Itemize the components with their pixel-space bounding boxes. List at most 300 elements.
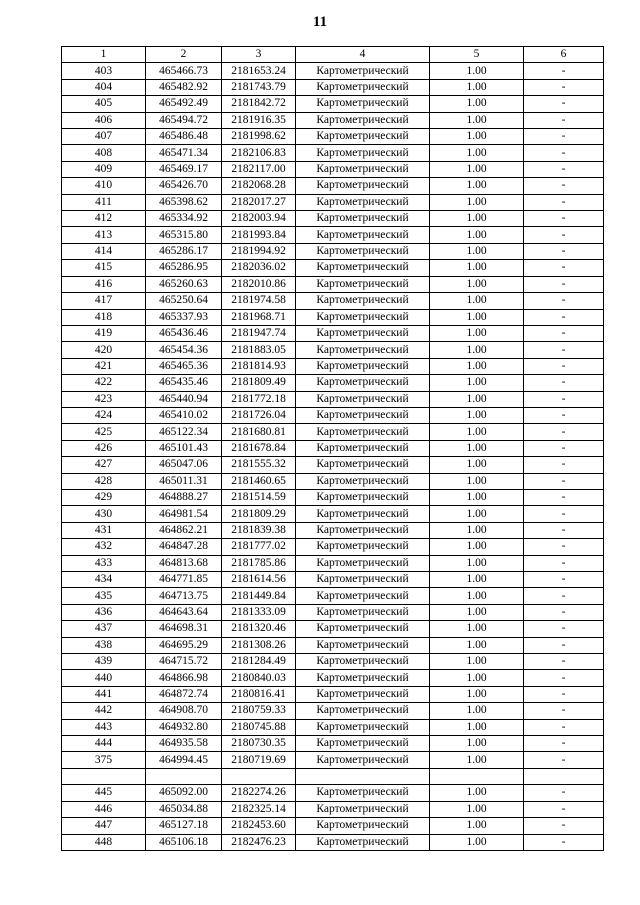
cell-point-number: 409 [62,161,146,177]
cell-method: Картометрический [296,555,430,571]
cell-x-coordinate: 464643.64 [146,604,222,620]
cell-note: - [524,489,604,505]
cell-x-coordinate: 465435.46 [146,375,222,391]
table-row [62,309,604,325]
cell-accuracy: 1.00 [430,555,524,571]
cell-point-number: 416 [62,276,146,292]
cell-method: Картометрический [296,260,430,276]
cell-method: Картометрический [296,719,430,735]
cell-accuracy: 1.00 [430,457,524,473]
cell-method: Картометрический [296,391,430,407]
cell-note: - [524,473,604,489]
cell-note: - [524,424,604,440]
cell-y-coordinate: 2182106.83 [222,145,296,161]
cell-x-coordinate: 465494.72 [146,112,222,128]
cell-y-coordinate: 2181555.32 [222,457,296,473]
table-row [62,342,604,358]
cell-method: Картометрический [296,79,430,95]
cell-method: Картометрический [296,211,430,227]
cell-y-coordinate: 2182274.26 [222,785,296,801]
cell-x-coordinate: 464862.21 [146,522,222,538]
cell-accuracy: 1.00 [430,194,524,210]
cell-point-number: 446 [62,801,146,817]
cell-y-coordinate: 2181726.04 [222,407,296,423]
cell-method: Картометрический [296,276,430,292]
cell-method: Картометрический [296,686,430,702]
cell-accuracy: 1.00 [430,129,524,145]
cell-point-number: 411 [62,194,146,210]
cell-accuracy: 1.00 [430,637,524,653]
column-header-x-coordinate: 2 [146,47,222,63]
table-row [62,227,604,243]
cell-accuracy: 1.00 [430,293,524,309]
cell-x-coordinate: 464698.31 [146,621,222,637]
cell-point-number: 403 [62,63,146,79]
cell-x-coordinate [146,768,222,784]
cell-accuracy: 1.00 [430,96,524,112]
cell-y-coordinate [222,768,296,784]
cell-accuracy: 1.00 [430,391,524,407]
cell-x-coordinate: 465486.48 [146,129,222,145]
cell-method: Картометрический [296,342,430,358]
cell-accuracy: 1.00 [430,161,524,177]
cell-x-coordinate: 465465.36 [146,358,222,374]
cell-x-coordinate: 464715.72 [146,654,222,670]
table-row [62,63,604,79]
cell-accuracy: 1.00 [430,654,524,670]
table-row [62,522,604,538]
cell-y-coordinate: 2181772.18 [222,391,296,407]
cell-y-coordinate: 2181284.49 [222,654,296,670]
cell-point-number: 425 [62,424,146,440]
table-row [62,79,604,95]
cell-note: - [524,539,604,555]
cell-point-number: 406 [62,112,146,128]
cell-y-coordinate: 2181883.05 [222,342,296,358]
cell-accuracy: 1.00 [430,243,524,259]
cell-point-number: 418 [62,309,146,325]
cell-accuracy: 1.00 [430,703,524,719]
cell-method: Картометрический [296,818,430,834]
cell-method: Картометрический [296,424,430,440]
cell-point-number: 434 [62,572,146,588]
cell-method: Картометрический [296,473,430,489]
cell-y-coordinate: 2181678.84 [222,440,296,456]
cell-method: Картометрический [296,440,430,456]
cell-accuracy: 1.00 [430,79,524,95]
cell-y-coordinate: 2182453.60 [222,818,296,834]
table-row [62,736,604,752]
page-number: 11 [312,14,328,30]
column-header-y-coordinate: 3 [222,47,296,63]
cell-point-number: 430 [62,506,146,522]
column-header-accuracy: 5 [430,47,524,63]
cell-note: - [524,407,604,423]
coordinates-table [61,46,604,851]
cell-method: Картометрический [296,752,430,768]
cell-accuracy: 1.00 [430,834,524,850]
cell-note: - [524,621,604,637]
cell-accuracy: 1.00 [430,309,524,325]
cell-x-coordinate: 465398.62 [146,194,222,210]
cell-x-coordinate: 465092.00 [146,785,222,801]
cell-point-number: 439 [62,654,146,670]
cell-y-coordinate: 2181460.65 [222,473,296,489]
cell-x-coordinate: 465426.70 [146,178,222,194]
cell-note: - [524,178,604,194]
cell-point-number: 441 [62,686,146,702]
cell-x-coordinate: 464866.98 [146,670,222,686]
cell-y-coordinate: 2181777.02 [222,539,296,555]
cell-accuracy: 1.00 [430,670,524,686]
cell-note: - [524,736,604,752]
cell-y-coordinate: 2181974.58 [222,293,296,309]
cell-note: - [524,129,604,145]
table-row [62,243,604,259]
table-row [62,506,604,522]
cell-method: Картометрический [296,506,430,522]
cell-x-coordinate: 465454.36 [146,342,222,358]
cell-note: - [524,342,604,358]
table-row [62,637,604,653]
cell-point-number: 444 [62,736,146,752]
cell-accuracy: 1.00 [430,588,524,604]
cell-accuracy: 1.00 [430,358,524,374]
cell-method: Картометрический [296,539,430,555]
cell-note: - [524,654,604,670]
cell-note: - [524,785,604,801]
cell-point-number: 415 [62,260,146,276]
cell-method: Картометрический [296,358,430,374]
cell-method: Картометрический [296,801,430,817]
cell-accuracy: 1.00 [430,211,524,227]
table-row [62,473,604,489]
cell-note: - [524,358,604,374]
cell-point-number: 408 [62,145,146,161]
cell-note: - [524,703,604,719]
cell-x-coordinate: 464888.27 [146,489,222,505]
cell-note: - [524,506,604,522]
cell-point-number: 404 [62,79,146,95]
cell-x-coordinate: 465122.34 [146,424,222,440]
table-row [62,703,604,719]
cell-note: - [524,63,604,79]
column-header-point-number: 1 [62,47,146,63]
cell-note: - [524,440,604,456]
cell-method: Картометрический [296,522,430,538]
cell-accuracy: 1.00 [430,63,524,79]
cell-note: - [524,260,604,276]
cell-x-coordinate: 464872.74 [146,686,222,702]
cell-x-coordinate: 465127.18 [146,818,222,834]
cell-x-coordinate: 465482.92 [146,79,222,95]
cell-accuracy: 1.00 [430,325,524,341]
cell-note: - [524,686,604,702]
cell-point-number: 431 [62,522,146,538]
cell-method: Картометрический [296,637,430,653]
cell-point-number: 428 [62,473,146,489]
cell-point-number: 407 [62,129,146,145]
cell-accuracy: 1.00 [430,112,524,128]
cell-accuracy: 1.00 [430,801,524,817]
cell-point-number: 375 [62,752,146,768]
table-row [62,654,604,670]
cell-y-coordinate: 2182017.27 [222,194,296,210]
cell-note: - [524,243,604,259]
cell-point-number: 410 [62,178,146,194]
table-row [62,145,604,161]
cell-note: - [524,293,604,309]
table-row [62,293,604,309]
cell-note: - [524,670,604,686]
cell-x-coordinate: 465106.18 [146,834,222,850]
cell-y-coordinate: 2181993.84 [222,227,296,243]
cell-x-coordinate: 465471.34 [146,145,222,161]
cell-note: - [524,276,604,292]
cell-accuracy: 1.00 [430,604,524,620]
table-row [62,440,604,456]
cell-y-coordinate: 2181842.72 [222,96,296,112]
cell-method: Картометрический [296,161,430,177]
table-row [62,194,604,210]
cell-method: Картометрический [296,588,430,604]
cell-y-coordinate: 2181680.81 [222,424,296,440]
cell-accuracy: 1.00 [430,621,524,637]
cell-point-number: 422 [62,375,146,391]
cell-note: - [524,555,604,571]
cell-note: - [524,96,604,112]
cell-point-number: 420 [62,342,146,358]
cell-y-coordinate: 2181916.35 [222,112,296,128]
cell-y-coordinate: 2181947.74 [222,325,296,341]
cell-y-coordinate: 2180730.35 [222,736,296,752]
cell-point-number: 433 [62,555,146,571]
cell-y-coordinate: 2181514.59 [222,489,296,505]
cell-x-coordinate: 465469.17 [146,161,222,177]
cell-point-number: 405 [62,96,146,112]
cell-point-number: 424 [62,407,146,423]
cell-x-coordinate: 465337.93 [146,309,222,325]
cell-y-coordinate: 2181333.09 [222,604,296,620]
cell-x-coordinate: 464695.29 [146,637,222,653]
cell-accuracy: 1.00 [430,752,524,768]
cell-point-number: 423 [62,391,146,407]
cell-x-coordinate: 464771.85 [146,572,222,588]
cell-accuracy: 1.00 [430,572,524,588]
cell-y-coordinate: 2180745.88 [222,719,296,735]
table-row [62,686,604,702]
cell-note: - [524,834,604,850]
table-row [62,325,604,341]
cell-x-coordinate: 465466.73 [146,63,222,79]
cell-method: Картометрический [296,63,430,79]
cell-x-coordinate: 465260.63 [146,276,222,292]
cell-method: Картометрический [296,129,430,145]
cell-x-coordinate: 464713.75 [146,588,222,604]
cell-accuracy: 1.00 [430,227,524,243]
cell-accuracy: 1.00 [430,178,524,194]
cell-point-number: 427 [62,457,146,473]
cell-x-coordinate: 464813.68 [146,555,222,571]
cell-accuracy [430,768,524,784]
cell-point-number: 414 [62,243,146,259]
cell-note [524,768,604,784]
cell-accuracy: 1.00 [430,818,524,834]
cell-y-coordinate: 2181998.62 [222,129,296,145]
cell-point-number: 412 [62,211,146,227]
cell-point-number: 448 [62,834,146,850]
cell-point-number: 447 [62,818,146,834]
cell-method: Картометрический [296,96,430,112]
cell-method: Картометрический [296,457,430,473]
cell-accuracy: 1.00 [430,785,524,801]
cell-note: - [524,112,604,128]
cell-note: - [524,604,604,620]
cell-accuracy: 1.00 [430,686,524,702]
table-row [62,96,604,112]
cell-accuracy: 1.00 [430,522,524,538]
cell-accuracy: 1.00 [430,276,524,292]
cell-method: Картометрический [296,112,430,128]
column-header-note: 6 [524,47,604,63]
cell-note: - [524,211,604,227]
cell-point-number: 445 [62,785,146,801]
cell-point-number: 419 [62,325,146,341]
cell-method: Картометрический [296,489,430,505]
cell-method: Картометрический [296,670,430,686]
cell-note: - [524,391,604,407]
cell-note: - [524,637,604,653]
table-body [62,63,604,851]
cell-y-coordinate: 2181809.49 [222,375,296,391]
cell-method: Картометрический [296,227,430,243]
cell-x-coordinate: 465286.17 [146,243,222,259]
table-row [62,358,604,374]
cell-method: Картометрический [296,834,430,850]
cell-y-coordinate: 2182117.00 [222,161,296,177]
cell-note: - [524,588,604,604]
cell-accuracy: 1.00 [430,489,524,505]
cell-accuracy: 1.00 [430,473,524,489]
cell-y-coordinate: 2181814.93 [222,358,296,374]
cell-accuracy: 1.00 [430,539,524,555]
cell-x-coordinate: 465286.95 [146,260,222,276]
cell-method: Картометрический [296,572,430,588]
cell-x-coordinate: 465334.92 [146,211,222,227]
table-row [62,112,604,128]
table-row [62,588,604,604]
cell-note: - [524,752,604,768]
cell-point-number: 426 [62,440,146,456]
cell-point-number: 443 [62,719,146,735]
cell-y-coordinate: 2181743.79 [222,79,296,95]
cell-y-coordinate: 2181320.46 [222,621,296,637]
cell-y-coordinate: 2181614.56 [222,572,296,588]
cell-method: Картометрический [296,621,430,637]
cell-accuracy: 1.00 [430,424,524,440]
cell-y-coordinate: 2182003.94 [222,211,296,227]
table-row [62,260,604,276]
cell-note: - [524,801,604,817]
cell-point-number: 442 [62,703,146,719]
cell-note: - [524,818,604,834]
cell-method [296,768,430,784]
cell-note: - [524,719,604,735]
table-row [62,604,604,620]
cell-point-number [62,768,146,784]
cell-point-number: 436 [62,604,146,620]
cell-accuracy: 1.00 [430,440,524,456]
cell-method: Картометрический [296,293,430,309]
cell-note: - [524,457,604,473]
table-row [62,752,604,768]
cell-accuracy: 1.00 [430,342,524,358]
cell-y-coordinate: 2181809.29 [222,506,296,522]
table-row [62,621,604,637]
cell-method: Картометрический [296,604,430,620]
cell-y-coordinate: 2182068.28 [222,178,296,194]
column-header-method: 4 [296,47,430,63]
cell-y-coordinate: 2180840.03 [222,670,296,686]
cell-method: Картометрический [296,145,430,161]
cell-y-coordinate: 2181839.38 [222,522,296,538]
cell-accuracy: 1.00 [430,260,524,276]
cell-note: - [524,522,604,538]
cell-point-number: 417 [62,293,146,309]
cell-x-coordinate: 464908.70 [146,703,222,719]
cell-method: Картометрический [296,654,430,670]
cell-y-coordinate: 2181785.86 [222,555,296,571]
cell-point-number: 437 [62,621,146,637]
table-row [62,555,604,571]
cell-point-number: 413 [62,227,146,243]
cell-accuracy: 1.00 [430,145,524,161]
cell-y-coordinate: 2182325.14 [222,801,296,817]
table-row [62,818,604,834]
cell-x-coordinate: 465492.49 [146,96,222,112]
table-row [62,276,604,292]
cell-x-coordinate: 465101.43 [146,440,222,456]
cell-point-number: 429 [62,489,146,505]
cell-point-number: 438 [62,637,146,653]
table-row [62,211,604,227]
cell-method: Картометрический [296,325,430,341]
cell-note: - [524,194,604,210]
cell-point-number: 421 [62,358,146,374]
cell-y-coordinate: 2181308.26 [222,637,296,653]
cell-x-coordinate: 465250.64 [146,293,222,309]
table-row [62,424,604,440]
cell-y-coordinate: 2181994.92 [222,243,296,259]
cell-x-coordinate: 465034.88 [146,801,222,817]
cell-y-coordinate: 2181653.24 [222,63,296,79]
cell-x-coordinate: 465440.94 [146,391,222,407]
cell-x-coordinate: 464935.58 [146,736,222,752]
cell-accuracy: 1.00 [430,375,524,391]
table-row [62,457,604,473]
cell-note: - [524,572,604,588]
cell-x-coordinate: 465011.31 [146,473,222,489]
cell-note: - [524,145,604,161]
table-row [62,539,604,555]
cell-x-coordinate: 464932.80 [146,719,222,735]
cell-method: Картометрический [296,243,430,259]
table-row [62,670,604,686]
table-row [62,801,604,817]
table-row [62,161,604,177]
table-row [62,785,604,801]
cell-method: Картометрический [296,194,430,210]
